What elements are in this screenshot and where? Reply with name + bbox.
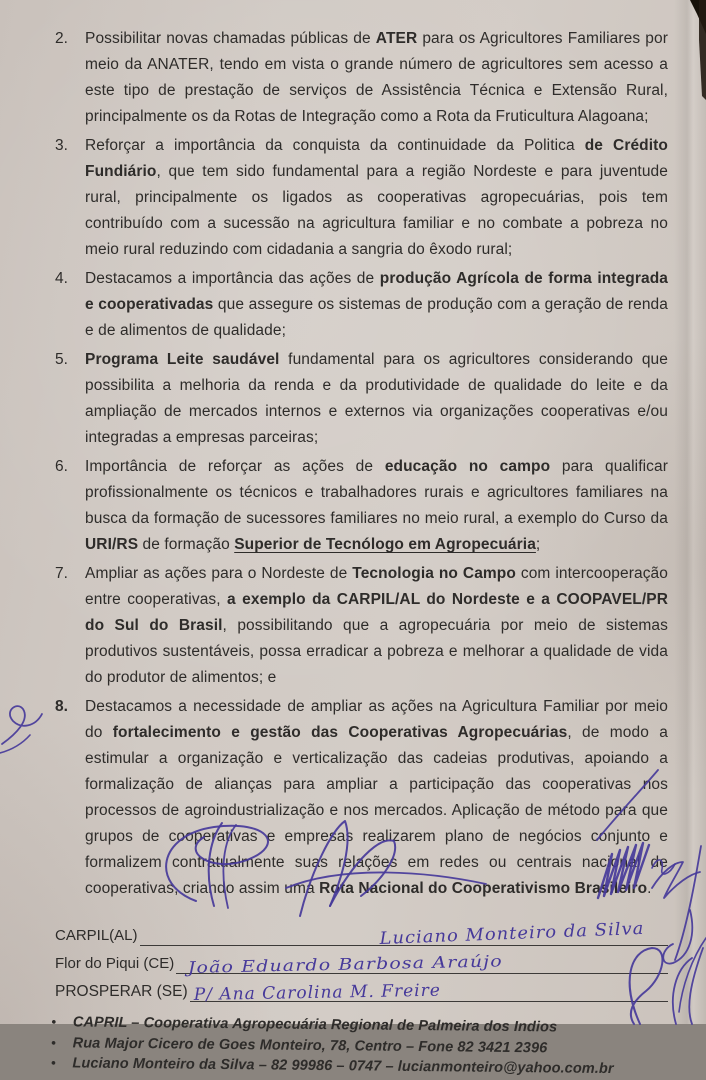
text-segment: ; [535, 536, 541, 553]
item-text [85, 26, 668, 130]
footer-text: Luciano Monteiro da Silva – 82 99986 – 0747 – lucianmonteiro@yahoo.com.br [72, 1055, 614, 1078]
text-segment: de Crédito Fundiário [85, 137, 668, 180]
numbered-list [55, 26, 668, 902]
footer-text: Rua Major Cicero de Goes Monteiro, 78, Centro – Fone 82 3421 2396 [72, 1034, 548, 1056]
text-segment: produção Agrícola de forma integrada e cooperativadas [85, 270, 668, 313]
text-segment: , que tem sido fundamental para a região Nordeste e para juventude rural, principalmente os ligados as cooperativas agropecuárias, pois tem contribuído com a sucessão na agricultura familiar e no combate a pobreza no meio rural reduzindo com cidadania a sangria do êxodo rural; [85, 163, 668, 258]
signature-label: Flor do Piqui (CE) [55, 955, 175, 972]
text-segment: , possibilitando que a agropecuária por meio de sistemas produtivos sustentáveis, possa erradicar a pobreza e melhorar a qualidade de vida do produtor de alimentos; e [85, 617, 668, 686]
signature-line [190, 977, 668, 1005]
text-segment: Programa Leite saudável [85, 351, 280, 368]
signature-handwriting: P/ Ana Carolina M. Freire [193, 980, 441, 1005]
text-segment: com intercooperação entre cooperativas, [85, 565, 669, 608]
item-text [85, 266, 668, 344]
text-segment: Tecnologia no Campo [352, 565, 516, 582]
text-segment: URI/RS [85, 536, 139, 553]
text-segment: fortalecimento e gestão das Cooperativas Agropecuárias [112, 724, 568, 741]
numbered-item [55, 694, 668, 902]
item-number: 2. [55, 30, 68, 47]
text-segment: para os Agricultores Familiares por meio da ANATER, tendo em vista o grande número de agricultores sem acesso a este tipo de prestação de serviços de Assistência Técnica e Extensão Rural, principalmente os da Rotas de Integração como a Rota da Fruticultura Alagoana; [85, 30, 668, 125]
bullet-icon: • [51, 1034, 57, 1050]
numbered-item [55, 266, 668, 344]
signature-line [176, 949, 668, 977]
item-number: 6. [55, 458, 68, 475]
text-segment: a exemplo da CARPIL/AL do Nordeste e a COOPAVEL/PR do Sul do Brasil [85, 591, 668, 634]
footer-contact-list [34, 1012, 668, 1080]
text-segment: educação no campo [384, 458, 551, 475]
item-text [85, 694, 668, 902]
text-segment: que assegure os sistemas de produção com a geração de renda e de alimentos de qualidade; [85, 296, 668, 339]
signature-label: PROSPERAR (SE) [55, 983, 188, 1000]
item-text [85, 133, 668, 263]
footer-text: CAPRIL – Cooperativa Agropecuária Regional de Palmeira dos Indios [72, 1014, 558, 1036]
numbered-item [55, 454, 668, 558]
item-number: 7. [55, 565, 68, 582]
text-segment: Ampliar as ações para o Nordeste de [85, 565, 353, 582]
text-segment: Reforçar a importância da conquista da continuidade da Politica [85, 137, 585, 154]
signature-row [55, 918, 668, 949]
text-segment: Destacamos a necessidade de ampliar as ações na Agricultura Familiar por meio do [85, 698, 668, 741]
item-number: 3. [55, 137, 68, 154]
bullet-icon: • [51, 1055, 56, 1071]
text-segment: Destacamos a importância das ações de [85, 270, 380, 287]
text-segment: de formação [138, 536, 235, 553]
signature-block [55, 918, 668, 1005]
text-segment: fundamental para os agricultores considerando que possibilita a melhoria da renda e da produtividade de qualidade do leite e da ampliação de mercados internos e externos via organizações cooperativas e/ou integradas a empresas parceiras; [85, 351, 668, 446]
item-text [85, 347, 668, 451]
signature-line [140, 918, 668, 949]
signature-row [55, 974, 668, 1005]
text-segment: Importância de reforçar as ações de [85, 458, 385, 475]
signature-row [55, 946, 668, 977]
item-number: 8. [55, 698, 68, 715]
text-segment: Rota Nacional do Cooperativismo Brasileiro [319, 880, 648, 897]
numbered-item [55, 347, 668, 451]
signature-handwriting: João Eduardo Barbosa Araújo [187, 951, 504, 977]
item-number: 4. [55, 270, 68, 287]
text-segment: Possibilitar novas chamadas públicas de [85, 30, 376, 47]
text-segment: Superior de Tecnólogo em Agropecuária [234, 536, 536, 553]
numbered-item [55, 133, 668, 263]
numbered-item [55, 26, 668, 130]
bullet-icon: • [51, 1014, 57, 1030]
item-text [85, 454, 668, 558]
signature-label: CARPIL(AL) [55, 927, 138, 944]
item-text [85, 561, 668, 691]
text-segment: para qualificar profissionalmente os técnicos e trabalhadores rurais e agricultores familiares na busca da formação de sucessores familiares no meio rural, a exemplo do Curso da [85, 458, 668, 527]
numbered-item [55, 561, 668, 691]
text-segment: ATER [375, 30, 418, 47]
text-segment: , de modo a estimular a organização e verticalização das cadeias produtivas, apoiando a formalização de alianças para ampliar a participação das cooperativas nos processos de agroindustrialização e nos mercados. Aplicação de método para que grupos de cooperativas e empresas realizarem plano de negócios conjunto e formalizem contratualmente suas relações em redes ou centrais nacional de cooperativas, criando assim uma [85, 724, 668, 897]
text-segment: . [647, 880, 652, 897]
item-number: 5. [55, 351, 68, 368]
signature-handwriting: Luciano Monteiro da Silva [378, 918, 645, 949]
